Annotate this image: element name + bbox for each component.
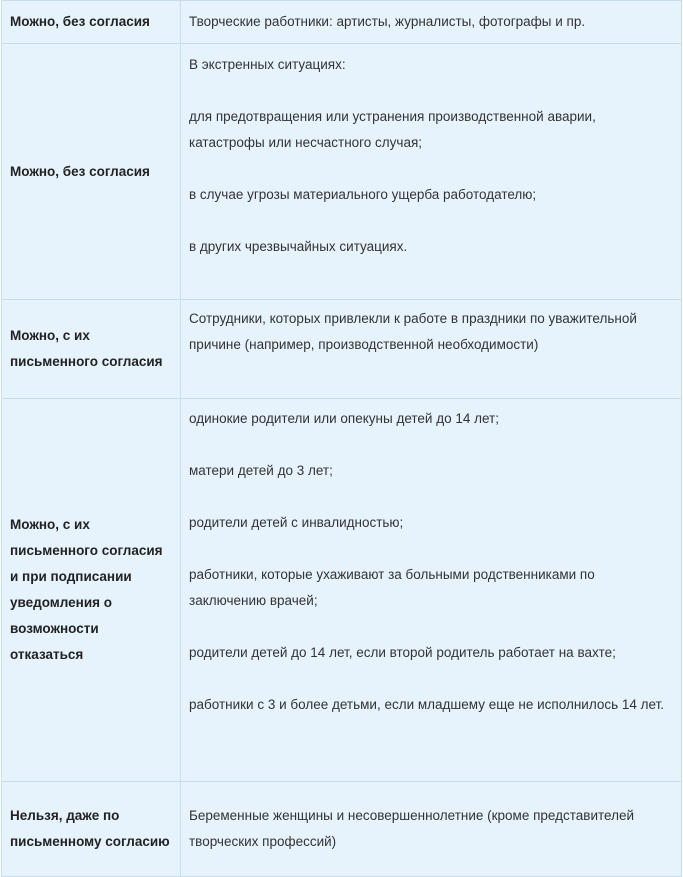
row-label: Можно, с их письменного согласия <box>2 300 181 399</box>
content-paragraph: родители детей до 14 лет, если второй родитель работает на вахте; <box>189 645 616 660</box>
content-paragraph: Беременные женщины и несовершеннолетние (кроме представителей творческих профессий) <box>189 808 635 849</box>
table-row <box>2 399 682 782</box>
row-label: Можно, без согласия <box>2 1 181 44</box>
content-paragraph: в других чрезвычайных ситуациях. <box>189 239 408 254</box>
content-paragraph: одинокие родители или опекуны детей до 14 лет; <box>189 411 499 426</box>
content-paragraph: работники, которые ухаживают за больными родственниками по заключению врачей; <box>189 567 595 608</box>
table-row <box>2 782 682 877</box>
table-row <box>2 1 682 44</box>
content-paragraph: работники с 3 и более детьми, если младшему еще не исполнилось 14 лет. <box>189 697 665 712</box>
row-label: Можно, без согласия <box>2 44 181 300</box>
content-paragraph: родители детей с инвалидностью; <box>189 515 404 530</box>
content-paragraph: Сотрудники, которых привлекли к работе в праздники по уважительной причине (например, производственной необходимости) <box>189 311 637 352</box>
content-paragraph: в случае угрозы материального ущерба работодателю; <box>189 187 537 202</box>
row-content <box>181 44 682 300</box>
content-paragraph: Творческие работники: артисты, журналисты, фотографы и пр. <box>189 14 586 29</box>
content-paragraph: для предотвращения или устранения производственной аварии, катастрофы или несчастного случая; <box>189 109 596 150</box>
row-content <box>181 300 682 399</box>
content-paragraph: матери детей до 3 лет; <box>189 463 333 478</box>
row-content <box>181 782 682 877</box>
work-permission-table <box>1 0 682 877</box>
table-row <box>2 300 682 399</box>
row-content <box>181 399 682 782</box>
content-paragraph: В экстренных ситуациях: <box>189 57 346 72</box>
row-label: Можно, с их письменного согласия и при подписании уведомления о возможности отказаться <box>2 399 181 782</box>
row-label: Нельзя, даже по письменному согласию <box>2 782 181 877</box>
row-content <box>181 1 682 44</box>
table-row <box>2 44 682 300</box>
